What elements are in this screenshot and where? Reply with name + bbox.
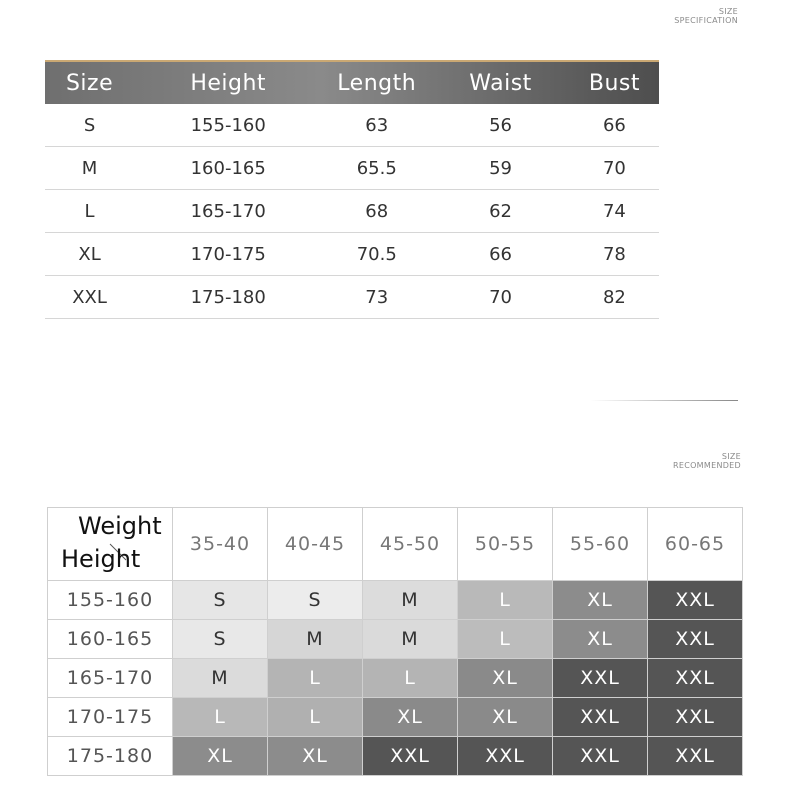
spec-header-row bbox=[45, 60, 659, 104]
recommended-size-cell: XXL bbox=[648, 659, 743, 698]
recommended-size-cell: XL bbox=[553, 581, 648, 620]
spec-cell-bust: 70 bbox=[602, 157, 626, 179]
recommended-size-cell: XL bbox=[553, 620, 648, 659]
grid-header-row bbox=[48, 508, 743, 581]
recommended-size-cell: XL bbox=[268, 737, 363, 776]
spec-cell-waist: 62 bbox=[489, 200, 512, 222]
size-recommended-tag bbox=[673, 452, 741, 470]
tag-line-recommended: RECOMMENDED bbox=[672, 461, 741, 470]
spec-cell-bust: 74 bbox=[602, 200, 626, 222]
recommended-size-cell: M bbox=[173, 659, 268, 698]
recommended-size-cell: XXL bbox=[553, 659, 648, 698]
spec-body bbox=[45, 104, 659, 319]
spec-cell-length: 68 bbox=[365, 200, 389, 222]
recommended-size-cell: M bbox=[268, 620, 363, 659]
spec-cell-height: 160-165 bbox=[190, 157, 266, 179]
spec-cell-size: L bbox=[84, 200, 95, 222]
spec-header-bust: Bust bbox=[588, 70, 640, 96]
weight-range-header: 45-50 bbox=[363, 508, 458, 581]
tag-line-size: SIZE bbox=[721, 452, 741, 461]
spec-cell-size: XXL bbox=[72, 286, 107, 308]
height-range-label: 155-160 bbox=[48, 581, 173, 620]
spec-row bbox=[45, 233, 659, 276]
grid-row bbox=[48, 581, 743, 620]
spec-cell-length: 63 bbox=[365, 114, 389, 136]
spec-cell-waist: 66 bbox=[489, 243, 512, 265]
recommended-size-cell: M bbox=[363, 620, 458, 659]
grid-corner-cell bbox=[48, 508, 173, 581]
weight-range-header: 40-45 bbox=[268, 508, 363, 581]
recommended-size-cell: XXL bbox=[648, 737, 743, 776]
spec-header-length: Length bbox=[337, 70, 417, 96]
recommended-size-cell: L bbox=[268, 659, 363, 698]
spec-cell-size: M bbox=[81, 157, 98, 179]
spec-cell-length: 73 bbox=[365, 286, 389, 308]
spec-row bbox=[45, 276, 659, 319]
spec-cell-length: 70.5 bbox=[356, 243, 397, 265]
spec-cell-length: 65.5 bbox=[356, 157, 397, 179]
spec-cell-waist: 56 bbox=[489, 114, 512, 136]
spec-cell-height: 170-175 bbox=[190, 243, 266, 265]
spec-cell-height: 175-180 bbox=[190, 286, 266, 308]
spec-cell-waist: 59 bbox=[489, 157, 512, 179]
spec-cell-waist: 70 bbox=[489, 286, 512, 308]
corner-height-label: Height bbox=[61, 545, 141, 573]
tag-line-size: SIZE bbox=[718, 7, 738, 16]
divider-line bbox=[590, 400, 738, 401]
height-range-label: 165-170 bbox=[48, 659, 173, 698]
spec-row bbox=[45, 190, 659, 233]
recommended-size-cell: XL bbox=[458, 698, 553, 737]
recommended-size-cell: L bbox=[458, 581, 553, 620]
grid-row bbox=[48, 698, 743, 737]
height-range-label: 170-175 bbox=[48, 698, 173, 737]
tag-line-specification: SPECIFICATION bbox=[674, 16, 738, 25]
spec-header-height: Height bbox=[190, 70, 267, 96]
spec-cell-size: XL bbox=[78, 243, 101, 265]
recommended-size-cell: XL bbox=[363, 698, 458, 737]
corner-weight-label: Weight bbox=[78, 512, 162, 540]
recommended-size-cell: M bbox=[363, 581, 458, 620]
size-recommendation-grid bbox=[47, 507, 743, 776]
spec-cell-bust: 82 bbox=[602, 286, 626, 308]
spec-row bbox=[45, 147, 659, 190]
size-specification-tag bbox=[674, 7, 738, 25]
recommended-size-cell: S bbox=[173, 620, 268, 659]
spec-cell-bust: 78 bbox=[602, 243, 626, 265]
recommended-size-cell: L bbox=[363, 659, 458, 698]
grid-row bbox=[48, 659, 743, 698]
recommended-size-cell: XXL bbox=[648, 698, 743, 737]
recommended-size-cell: XXL bbox=[553, 698, 648, 737]
height-range-label: 175-180 bbox=[48, 737, 173, 776]
spec-header-size: Size bbox=[65, 70, 114, 96]
weight-range-header: 50-55 bbox=[458, 508, 553, 581]
weight-range-header: 60-65 bbox=[648, 508, 743, 581]
recommended-size-cell: XXL bbox=[553, 737, 648, 776]
spec-header-waist: Waist bbox=[469, 70, 532, 96]
recommended-size-cell: S bbox=[268, 581, 363, 620]
recommended-size-cell: XL bbox=[458, 659, 553, 698]
size-specification-table bbox=[45, 60, 659, 319]
weight-range-header: 55-60 bbox=[553, 508, 648, 581]
recommended-size-cell: L bbox=[458, 620, 553, 659]
spec-cell-height: 155-160 bbox=[190, 114, 266, 136]
spec-row bbox=[45, 104, 659, 147]
recommended-size-cell: XXL bbox=[648, 620, 743, 659]
recommended-size-cell: XL bbox=[173, 737, 268, 776]
spec-cell-size: S bbox=[83, 114, 96, 136]
grid-row bbox=[48, 737, 743, 776]
spec-cell-height: 165-170 bbox=[190, 200, 266, 222]
recommended-size-cell: XXL bbox=[458, 737, 553, 776]
recommended-size-cell: XXL bbox=[648, 581, 743, 620]
height-range-label: 160-165 bbox=[48, 620, 173, 659]
recommended-size-cell: XXL bbox=[363, 737, 458, 776]
grid-row bbox=[48, 620, 743, 659]
recommended-size-cell: S bbox=[173, 581, 268, 620]
recommended-size-cell: L bbox=[173, 698, 268, 737]
spec-cell-bust: 66 bbox=[602, 114, 626, 136]
weight-range-header: 35-40 bbox=[173, 508, 268, 581]
recommended-size-cell: L bbox=[268, 698, 363, 737]
